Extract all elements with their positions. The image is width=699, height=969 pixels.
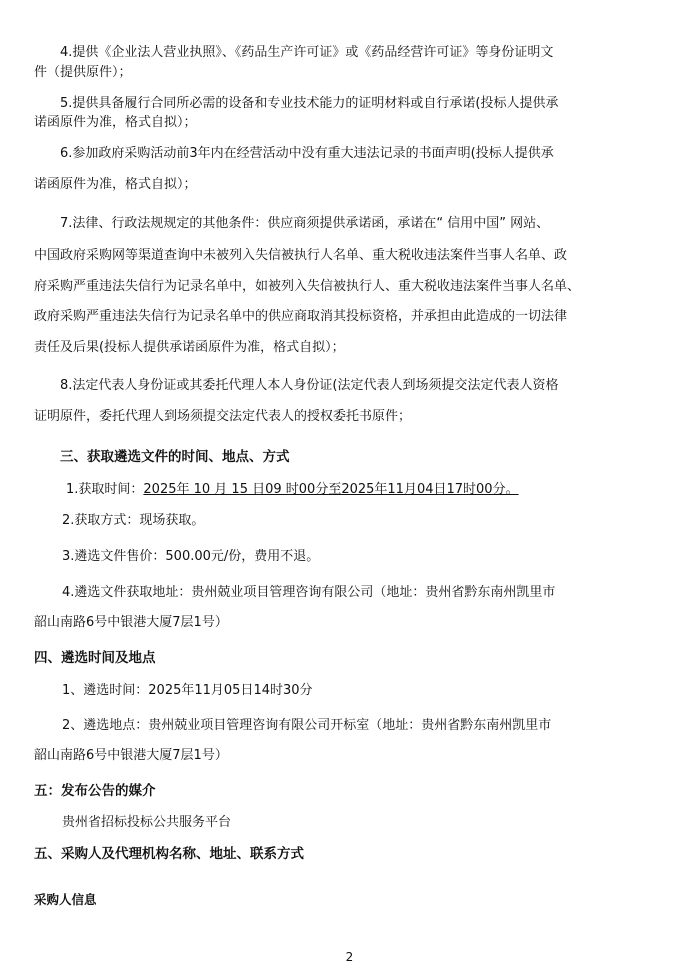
section5-media: 贵州省招标投标公共服务平台 [62, 815, 232, 830]
item5-line1: 5.提供具备履行合同所必需的设备和专业技术能力的证明材料或自行承诺(投标人提供承 [60, 96, 559, 111]
section3-time-label: 1.获取时间： [66, 482, 144, 497]
section3-address-line2: 韶山南路6号中银港大厦7层1号） [34, 615, 228, 630]
item6-line2: 诺函原件为准，格式自拟）； [34, 177, 197, 192]
item8-line1: 8.法定代表人身份证或其委托代理人本人身份证(法定代表人到场须提交法定代表人资格 [60, 378, 559, 393]
section4-place-line1: 2、遴选地点：贵州兢业项目管理咨询有限公司开标室（地址：贵州省黔东南州凯里市 [62, 718, 552, 733]
section5b-heading: 五、采购人及代理机构名称、地址、联系方式 [34, 846, 304, 862]
item8-line2: 证明原件，委托代理人到场须提交法定代表人的授权委托书原件； [34, 409, 412, 424]
section3-time-value: 2025年 10 月 15 日09 时00分至2025年11月04日17时00分。 [143, 482, 519, 497]
item6-line1: 6.参加政府采购活动前3年内在经营活动中没有重大违法记录的书面声明(投标人提供承 [60, 146, 554, 161]
section5-heading: 五：发布公告的媒介 [34, 783, 156, 799]
section4-place-line2: 韶山南路6号中银港大厦7层1号） [34, 748, 228, 763]
item7-line3: 府采购严重违法失信行为记录名单中，如被列入失信被执行人、重大税收违法案件当事人名单、 [34, 279, 581, 294]
item4-line2: 件（提供原件）； [34, 65, 132, 80]
section4-heading: 四、遴选时间及地点 [34, 650, 156, 666]
item7-line4: 政府采购严重违法失信行为记录名单中的供应商取消其投标资格，并承担由此造成的一切法律 [34, 309, 568, 324]
section3-time [0, 481, 699, 499]
item7-line2: 中国政府采购网等渠道查询中未被列入失信被执行人名单、重大税收违法案件当事人名单、政 [34, 248, 568, 263]
item7-line5: 责任及后果(投标人提供承诺函原件为准，格式自拟）； [34, 340, 345, 355]
section4-time: 1、遴选时间：2025年11月05日14时30分 [62, 683, 313, 698]
section3-heading: 三、获取遴选文件的时间、地点、方式 [60, 449, 290, 465]
purchaser-info-label: 采购人信息 [34, 892, 97, 907]
section3-price: 3.遴选文件售价：500.00元/份，费用不退。 [62, 549, 320, 564]
item7-line1: 7.法律、行政法规规定的其他条件：供应商须提供承诺函，承诺在“ 信用中国” 网站、 [60, 216, 550, 231]
item5-line2: 诺函原件为准，格式自拟）； [34, 115, 197, 130]
page-number: 2 [345, 950, 354, 964]
section3-address-line1: 4.遴选文件获取地址：贵州兢业项目管理咨询有限公司（地址：贵州省黔东南州凯里市 [62, 585, 556, 600]
item4-line1: 4.提供《企业法人营业执照》、《药品生产许可证》或《药品经营许可证》等身份证明文 [60, 45, 554, 60]
section3-method: 2.获取方式：现场获取。 [62, 513, 205, 528]
